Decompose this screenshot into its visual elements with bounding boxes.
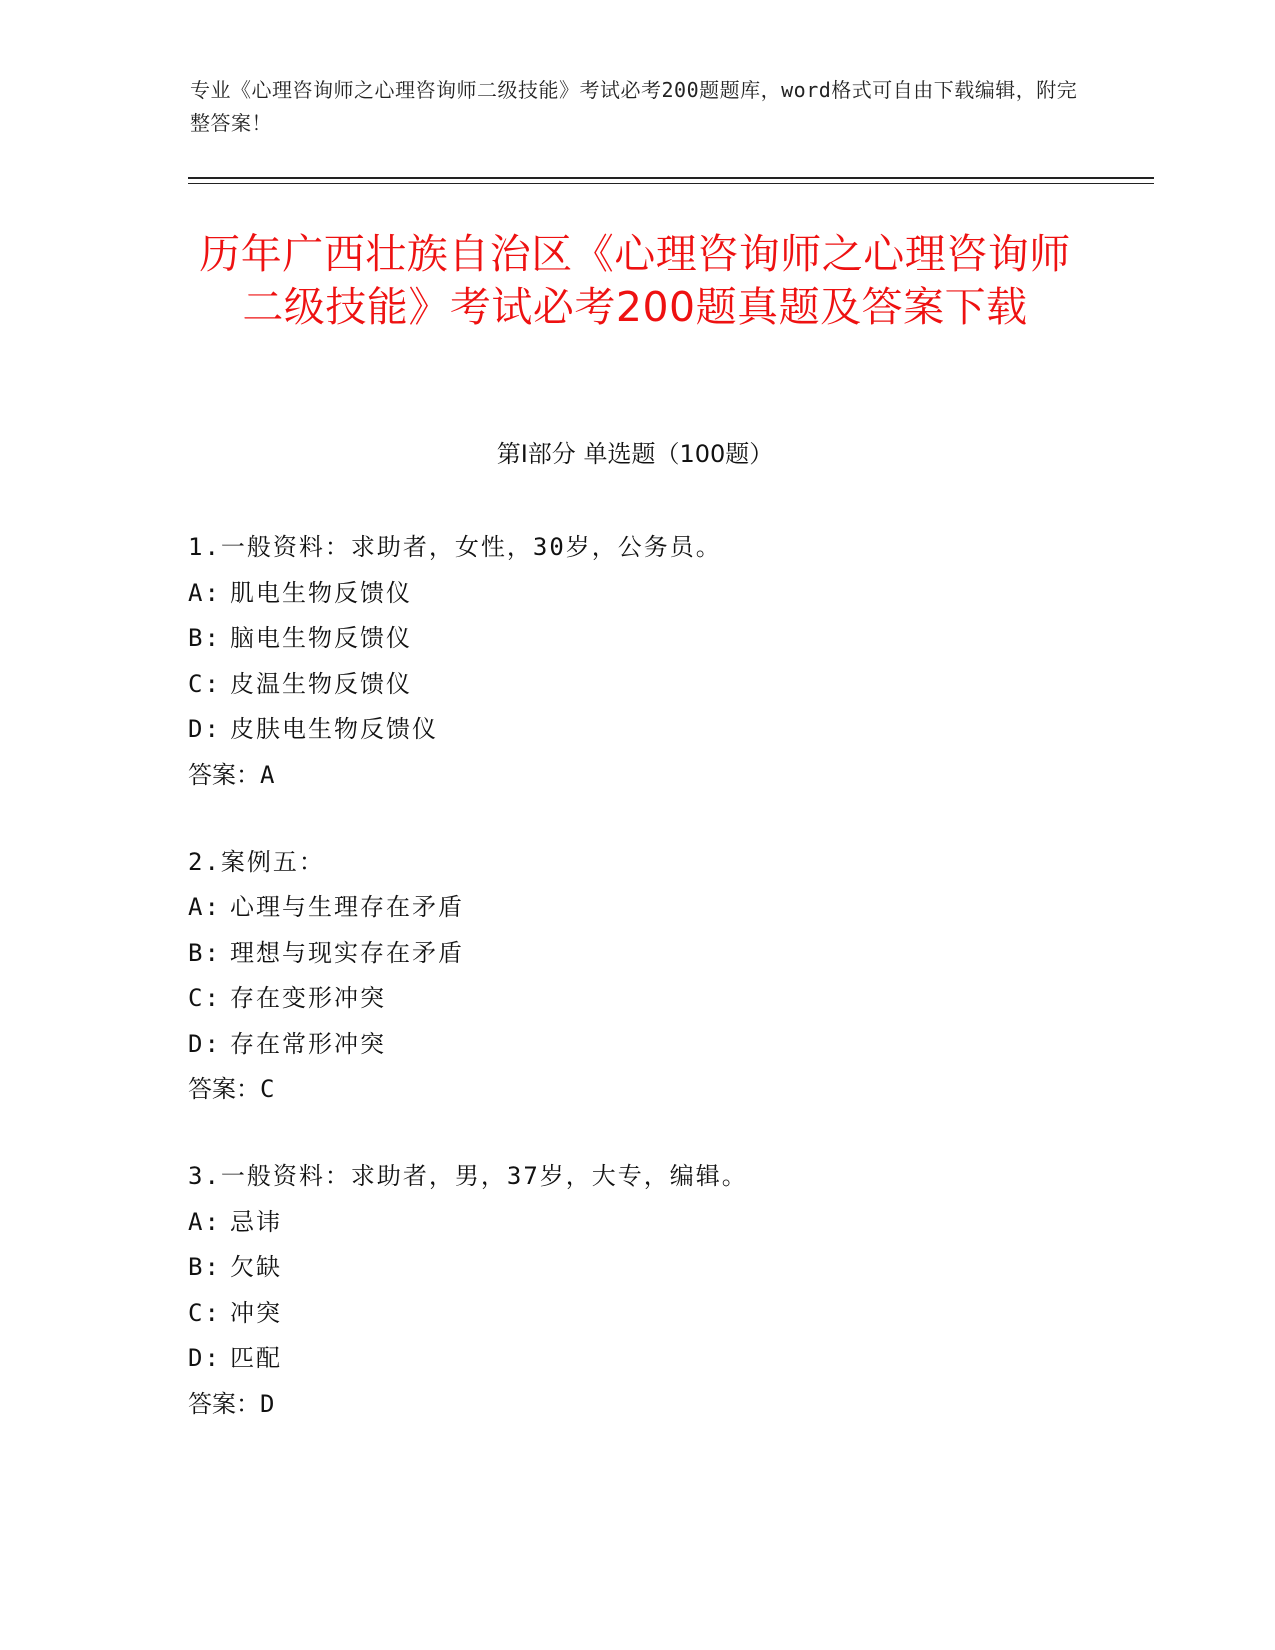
option-text: 脑电生物反馈仪 [230, 624, 412, 652]
option-a [188, 1207, 1088, 1253]
question-2 [188, 847, 1088, 1115]
option-text: 皮肤电生物反馈仪 [230, 715, 438, 743]
option-b [188, 1252, 1088, 1298]
answer-label: 答案： [188, 1075, 260, 1103]
option-letter: B: [188, 1253, 221, 1281]
option-letter: C: [188, 669, 221, 698]
option-letter: D: [188, 1029, 221, 1058]
document-title: 历年广西壮族自治区《心理咨询师之心理咨询师二级技能》考试必考200题真题及答案下载 [199, 230, 1071, 331]
option-b [188, 623, 1088, 669]
option-text: 存在常形冲突 [230, 1029, 386, 1058]
question-1 [188, 532, 1088, 800]
option-letter: B: [188, 624, 221, 652]
answer-value: D [260, 1389, 275, 1418]
answer-line [188, 1389, 1088, 1429]
option-letter: D: [188, 715, 221, 743]
question-stem: 1.一般资料：求助者，女性，30岁，公务员。 [188, 533, 722, 561]
option-text: 冲突 [230, 1298, 282, 1327]
option-letter: D: [188, 1344, 221, 1372]
header-divider-thin [188, 183, 1154, 184]
option-text: 皮温生物反馈仪 [230, 669, 412, 698]
option-text: 肌电生物反馈仪 [230, 578, 412, 607]
option-letter: C: [188, 1298, 221, 1327]
option-d [188, 714, 1088, 760]
option-a [188, 578, 1088, 624]
option-letter: A: [188, 1207, 221, 1236]
option-a [188, 892, 1088, 938]
question-stem: 3.一般资料：求助者，男，37岁，大专，编辑。 [188, 1162, 748, 1190]
option-text: 理想与现实存在矛盾 [230, 938, 464, 967]
option-letter: A: [188, 893, 221, 921]
answer-value: A [260, 760, 275, 789]
option-c [188, 983, 1088, 1029]
option-c [188, 1298, 1088, 1344]
header-note: 专业《心理咨询师之心理咨询师二级技能》考试必考200题题库，word格式可自由下载编辑，附完整答案！ [190, 78, 1078, 135]
option-c [188, 669, 1088, 715]
header-divider-thick [188, 177, 1154, 179]
answer-value: C [260, 1075, 275, 1103]
answer-line [188, 760, 1088, 800]
option-d [188, 1029, 1088, 1075]
option-text: 存在变形冲突 [230, 984, 386, 1012]
question-3 [188, 1161, 1088, 1429]
option-text: 匹配 [230, 1344, 282, 1372]
option-letter: B: [188, 938, 221, 967]
option-text: 忌讳 [230, 1207, 282, 1236]
option-letter: C: [188, 984, 221, 1012]
option-text: 心理与生理存在矛盾 [230, 893, 464, 921]
option-b [188, 938, 1088, 984]
section-title: 第I部分 单选题（100题） [496, 440, 774, 468]
answer-label: 答案： [188, 760, 260, 789]
answer-label: 答案： [188, 1389, 260, 1418]
question-list [188, 532, 1088, 1476]
question-stem: 2.案例五： [188, 847, 325, 876]
answer-line [188, 1074, 1088, 1114]
option-letter: A: [188, 578, 221, 607]
option-d [188, 1343, 1088, 1389]
option-text: 欠缺 [230, 1253, 282, 1281]
